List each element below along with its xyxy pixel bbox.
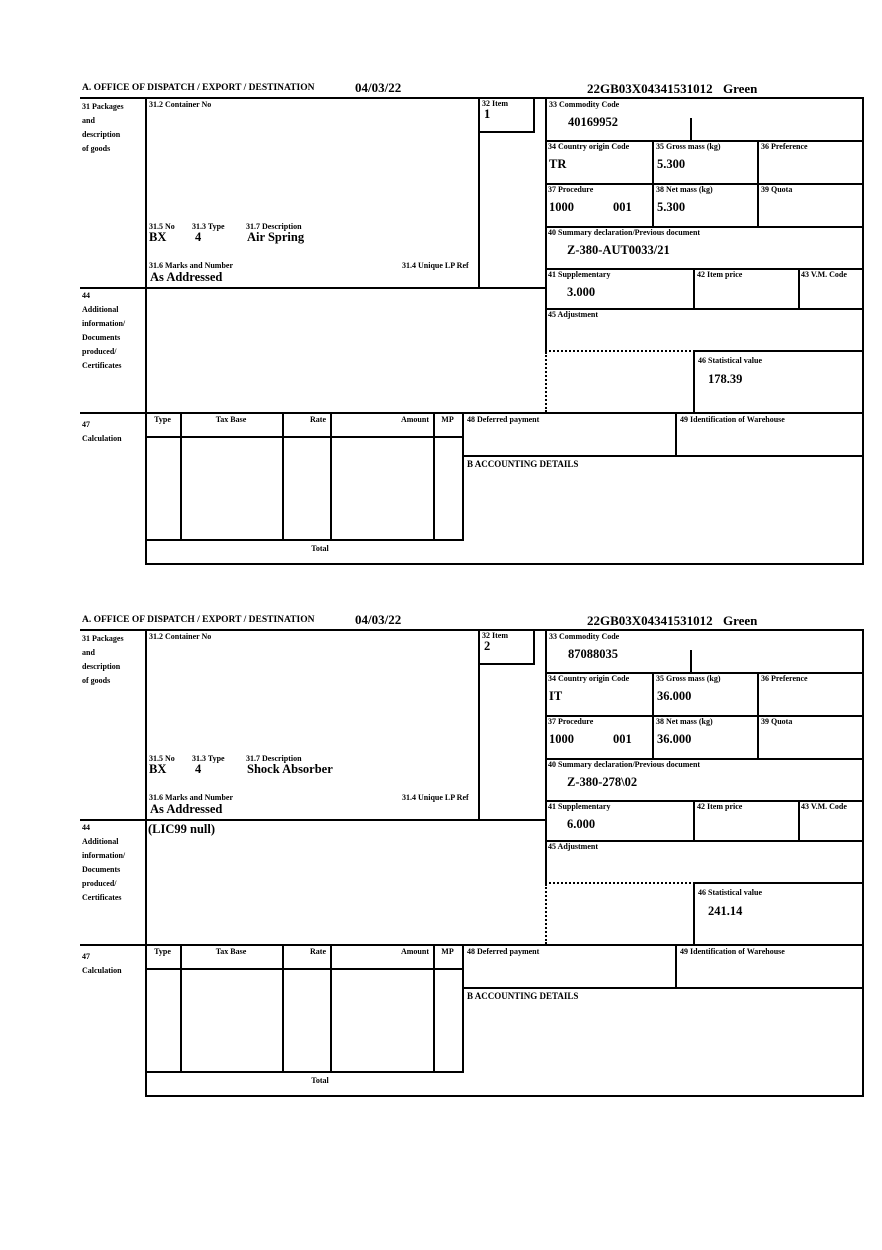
- gross-mass-value: 5.300: [657, 157, 686, 171]
- border-line: [478, 131, 535, 133]
- box-37-label: 37 Procedure: [548, 185, 594, 194]
- border-line: [757, 672, 759, 760]
- border-line: [80, 287, 547, 289]
- box-47-label: [82, 950, 144, 978]
- supplementary-value: 3.000: [567, 285, 596, 299]
- border-line: [652, 672, 654, 760]
- statistical-value: 241.14: [708, 904, 743, 918]
- box-37-label: 37 Procedure: [548, 717, 594, 726]
- box-34-label: 34 Country origin Code: [548, 142, 630, 151]
- statistical-value: 178.39: [708, 372, 743, 386]
- declaration-date: 04/03/22: [355, 612, 402, 627]
- country-origin-value: TR: [549, 157, 567, 171]
- border-line: [462, 987, 864, 989]
- border-line: [282, 412, 284, 539]
- border-line: [145, 1071, 464, 1073]
- box-47-label-line: Calculation: [82, 434, 122, 443]
- border-line: [330, 944, 332, 1071]
- box-31-3-label: 31.3 Type: [192, 754, 225, 763]
- border-line: [533, 97, 535, 133]
- border-line: [798, 268, 800, 310]
- item-number-value: 1: [484, 107, 491, 121]
- office-of-dispatch-label: A. OFFICE OF DISPATCH / EXPORT / DESTINATION: [82, 615, 315, 625]
- box-40-label: 40 Summary declaration/Previous document: [548, 228, 701, 237]
- box-44-label-line: Certificates: [82, 361, 122, 370]
- border-line: [533, 629, 535, 665]
- box-44-label-line: Certificates: [82, 893, 122, 902]
- box-31-label-line: 31 Packages: [82, 102, 124, 111]
- box-31-label-line: description: [82, 662, 121, 671]
- border-line: [145, 563, 864, 565]
- box-48-label: 48 Deferred payment: [467, 415, 540, 424]
- box-42-label: 42 Item price: [697, 270, 743, 279]
- office-of-dispatch-label: A. OFFICE OF DISPATCH / EXPORT / DESTINATION: [82, 83, 315, 93]
- border-line: [80, 412, 864, 414]
- border-line: [330, 412, 332, 539]
- box-44-label-line: information/: [82, 319, 126, 328]
- declaration-item-form-1: [80, 80, 864, 566]
- box-31-2-label: 31.2 Container No: [149, 632, 212, 641]
- box-42-label: 42 Item price: [697, 802, 743, 811]
- declaration-item-form-2: [80, 612, 864, 1098]
- marks-and-number-value: As Addressed: [150, 270, 223, 284]
- box-49-label: 49 Identification of Warehouse: [680, 947, 785, 956]
- procedure-value: 1000: [549, 200, 574, 214]
- calc-total-label: Total: [311, 544, 329, 553]
- border-line: [462, 412, 464, 539]
- border-line: [145, 968, 464, 970]
- dotted-border-line: [545, 352, 547, 412]
- accounting-details-label: B ACCOUNTING DETAILS: [467, 459, 579, 469]
- package-no-value: BX: [149, 762, 167, 776]
- box-31-6-label: 31.6 Marks and Number: [149, 261, 234, 270]
- supplementary-value: 6.000: [567, 817, 596, 831]
- border-line: [282, 944, 284, 1071]
- box-44-label-line: Additional: [82, 305, 119, 314]
- box-31-7-label: 31.7 Description: [246, 222, 302, 231]
- box-44-label-line: produced/: [82, 347, 117, 356]
- calc-col-mp: MP: [441, 947, 454, 956]
- border-line: [478, 97, 480, 289]
- border-line: [145, 97, 147, 565]
- border-line: [798, 800, 800, 842]
- dotted-border-line: [545, 884, 547, 944]
- calc-col-tax-base: Tax Base: [215, 947, 247, 956]
- box-47-label-line: 47: [82, 952, 90, 961]
- box-31-label: [82, 632, 144, 688]
- dotted-border-line: [545, 350, 695, 352]
- border-line: [80, 629, 864, 631]
- calc-col-type: Type: [154, 415, 171, 424]
- border-line: [462, 944, 464, 1071]
- border-line: [433, 412, 435, 539]
- calc-col-tax-base: Tax Base: [215, 415, 247, 424]
- box-33-label: 33 Commodity Code: [549, 632, 620, 641]
- procedure-ext-value: 001: [613, 200, 632, 214]
- package-type-value: 4: [195, 230, 202, 244]
- box-48-label: 48 Deferred payment: [467, 947, 540, 956]
- box-31-label-line: description: [82, 130, 121, 139]
- border-line: [693, 268, 695, 310]
- declaration-reference: 22GB03X04341531012: [587, 81, 713, 96]
- box-31-4-label: 31.4 Unique LP Ref: [402, 261, 469, 270]
- box-31-label-line: of goods: [82, 676, 111, 685]
- previous-document-value: Z-380-278\02: [567, 775, 638, 789]
- box-31-4-label: 31.4 Unique LP Ref: [402, 793, 469, 802]
- box-35-label: 35 Gross mass (kg): [656, 142, 721, 151]
- border-line: [478, 663, 535, 665]
- border-line: [690, 118, 692, 140]
- box-47-label-line: Calculation: [82, 966, 122, 975]
- box-44-label: [82, 289, 144, 373]
- border-line: [693, 350, 864, 352]
- box-31-2-label: 31.2 Container No: [149, 100, 212, 109]
- border-line: [675, 412, 677, 457]
- marks-and-number-value: As Addressed: [150, 802, 223, 816]
- commodity-code-value: 87088035: [568, 647, 618, 661]
- calc-col-rate: Rate: [310, 415, 326, 424]
- border-line: [80, 819, 547, 821]
- border-line: [862, 629, 864, 1097]
- additional-info-value: (LIC99 null): [148, 822, 216, 836]
- box-44-label: [82, 821, 144, 905]
- dotted-border-line: [545, 882, 695, 884]
- box-31-label-line: of goods: [82, 144, 111, 153]
- procedure-ext-value: 001: [613, 732, 632, 746]
- border-line: [693, 350, 695, 412]
- box-33-label: 33 Commodity Code: [549, 100, 620, 109]
- border-line: [80, 97, 864, 99]
- border-line: [652, 140, 654, 228]
- box-41-label: 41 Supplementary: [548, 270, 611, 279]
- package-no-value: BX: [149, 230, 167, 244]
- box-31-label-line: and: [82, 116, 95, 125]
- border-line: [180, 944, 182, 1071]
- previous-document-value: Z-380-AUT0033/21: [567, 243, 670, 257]
- gross-mass-value: 36.000: [657, 689, 692, 703]
- border-line: [145, 539, 464, 541]
- routing-status: Green: [723, 81, 758, 96]
- box-46-label: 46 Statistical value: [698, 888, 762, 897]
- goods-description-value: Air Spring: [247, 230, 305, 244]
- package-type-value: 4: [195, 762, 202, 776]
- box-43-label: 43 V.M. Code: [801, 802, 847, 811]
- box-40-label: 40 Summary declaration/Previous document: [548, 760, 701, 769]
- box-47-label-line: 47: [82, 420, 90, 429]
- box-44-label-line: information/: [82, 851, 126, 860]
- border-line: [433, 944, 435, 1071]
- box-31-label: [82, 100, 144, 156]
- border-line: [545, 629, 547, 884]
- box-31-label-line: 31 Packages: [82, 634, 124, 643]
- box-31-7-label: 31.7 Description: [246, 754, 302, 763]
- box-46-label: 46 Statistical value: [698, 356, 762, 365]
- box-44-label-line: 44: [82, 823, 90, 832]
- goods-description-value: Shock Absorber: [247, 762, 333, 776]
- box-31-5-label: 31.5 No: [149, 754, 175, 763]
- box-43-label: 43 V.M. Code: [801, 270, 847, 279]
- box-44-label-line: Documents: [82, 333, 121, 342]
- declaration-reference: 22GB03X04341531012: [587, 613, 713, 628]
- net-mass-value: 36.000: [657, 732, 692, 746]
- border-line: [80, 944, 864, 946]
- box-44-label-line: produced/: [82, 879, 117, 888]
- border-line: [462, 455, 864, 457]
- border-line: [180, 412, 182, 539]
- item-number-value: 2: [484, 639, 491, 653]
- box-36-label: 36 Preference: [761, 142, 808, 151]
- box-34-label: 34 Country origin Code: [548, 674, 630, 683]
- box-38-label: 38 Net mass (kg): [656, 717, 713, 726]
- box-32-label: 32 Item: [482, 631, 508, 640]
- box-47-label: [82, 418, 144, 446]
- border-line: [693, 882, 695, 944]
- box-44-label-line: Documents: [82, 865, 121, 874]
- calc-col-amount: Amount: [400, 415, 429, 424]
- box-41-label: 41 Supplementary: [548, 802, 611, 811]
- calc-col-type: Type: [154, 947, 171, 956]
- box-44-label-line: Additional: [82, 837, 119, 846]
- net-mass-value: 5.300: [657, 200, 686, 214]
- border-line: [862, 97, 864, 565]
- border-line: [478, 629, 480, 821]
- accounting-details-label: B ACCOUNTING DETAILS: [467, 991, 579, 1001]
- box-45-label: 45 Adjustment: [548, 310, 599, 319]
- box-36-label: 36 Preference: [761, 674, 808, 683]
- border-line: [690, 650, 692, 672]
- procedure-value: 1000: [549, 732, 574, 746]
- border-line: [545, 97, 547, 352]
- box-39-label: 39 Quota: [761, 717, 793, 726]
- calc-col-amount: Amount: [400, 947, 429, 956]
- border-line: [145, 629, 147, 1097]
- border-line: [757, 140, 759, 228]
- country-origin-value: IT: [549, 689, 563, 703]
- routing-status: Green: [723, 613, 758, 628]
- calc-total-label: Total: [311, 1076, 329, 1085]
- box-35-label: 35 Gross mass (kg): [656, 674, 721, 683]
- declaration-date: 04/03/22: [355, 80, 402, 95]
- border-line: [145, 1095, 864, 1097]
- border-line: [693, 800, 695, 842]
- border-line: [675, 944, 677, 989]
- calc-col-mp: MP: [441, 415, 454, 424]
- box-49-label: 49 Identification of Warehouse: [680, 415, 785, 424]
- box-39-label: 39 Quota: [761, 185, 793, 194]
- box-31-6-label: 31.6 Marks and Number: [149, 793, 234, 802]
- box-31-3-label: 31.3 Type: [192, 222, 225, 231]
- calc-col-rate: Rate: [310, 947, 326, 956]
- box-45-label: 45 Adjustment: [548, 842, 599, 851]
- box-44-label-line: 44: [82, 291, 90, 300]
- commodity-code-value: 40169952: [568, 115, 618, 129]
- border-line: [145, 436, 464, 438]
- box-32-label: 32 Item: [482, 99, 508, 108]
- box-38-label: 38 Net mass (kg): [656, 185, 713, 194]
- box-31-label-line: and: [82, 648, 95, 657]
- box-31-5-label: 31.5 No: [149, 222, 175, 231]
- border-line: [693, 882, 864, 884]
